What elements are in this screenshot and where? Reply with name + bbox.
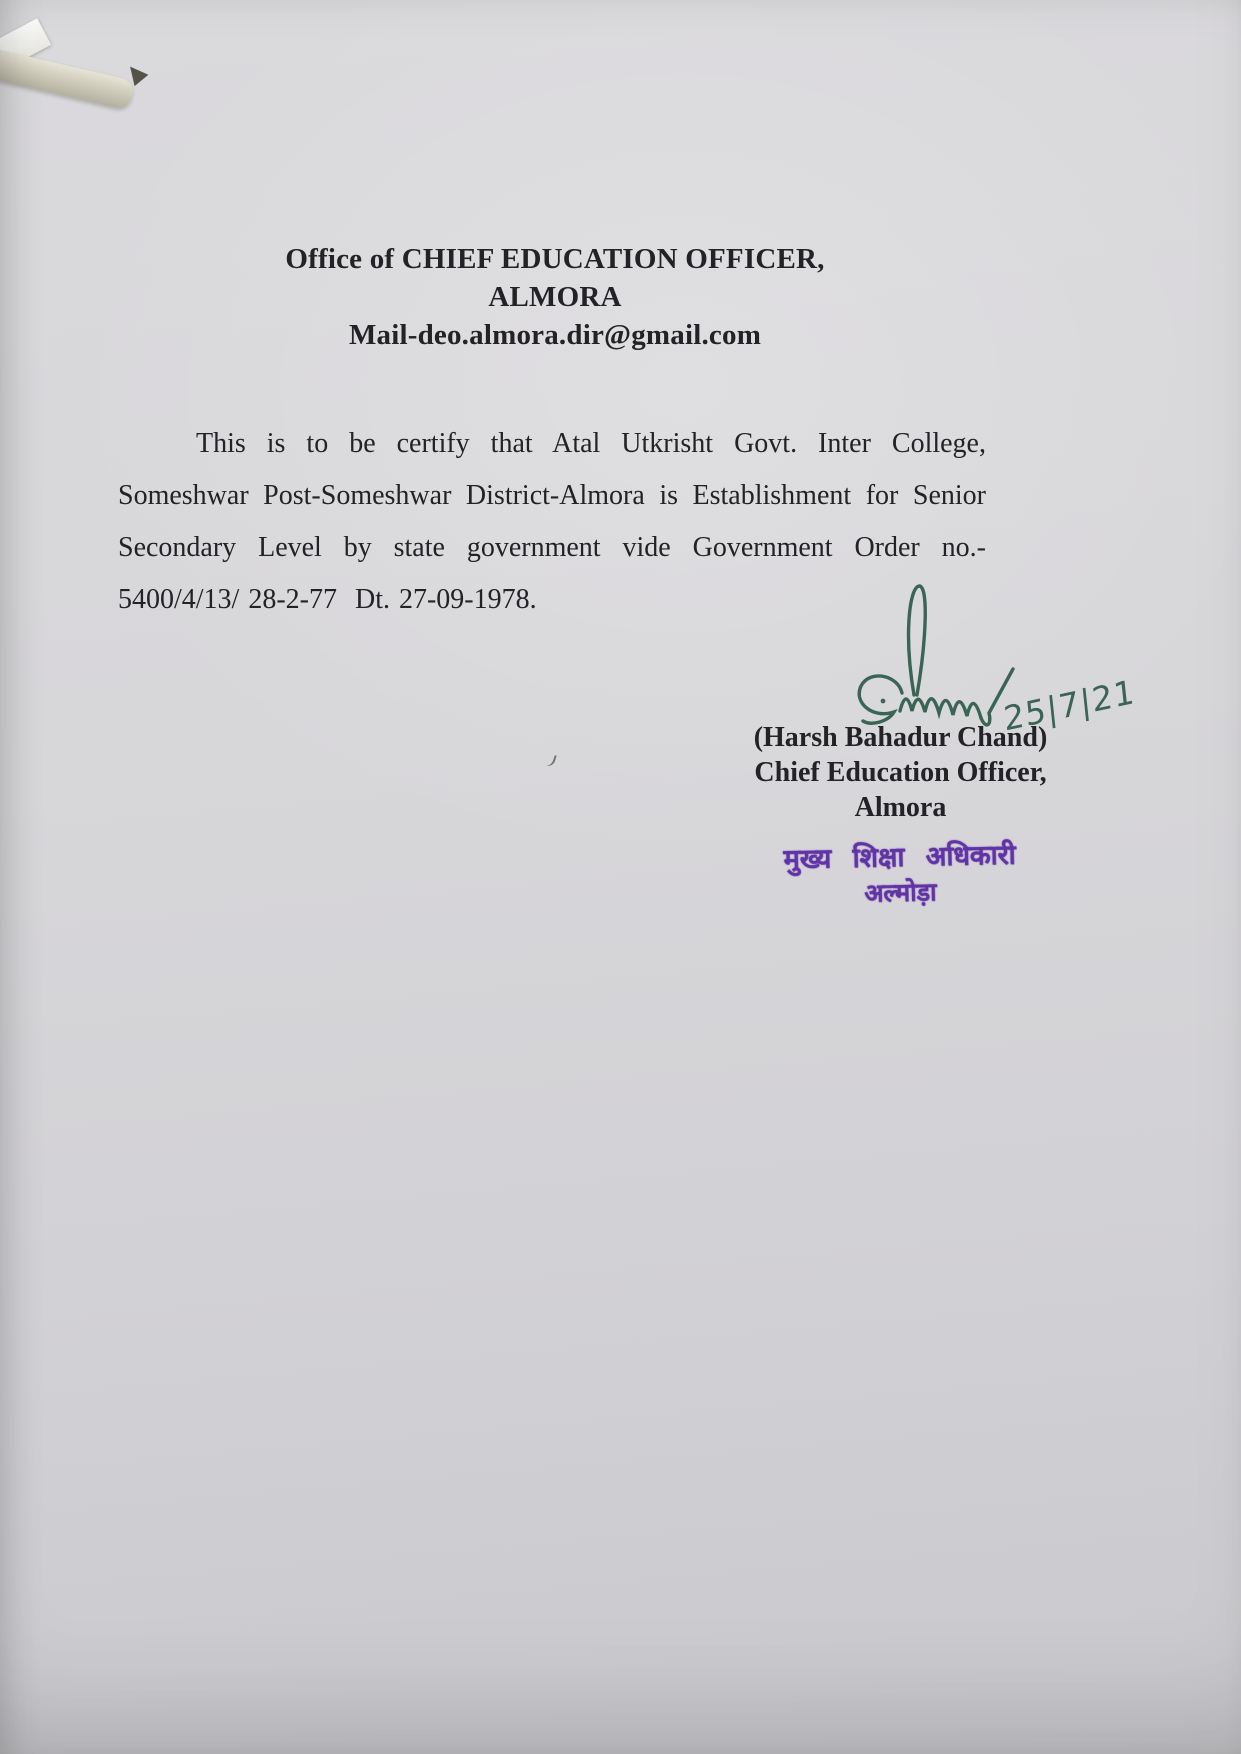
- paragraph-line: Someshwar Post-Someshwar District-Almora is Establishment for Senior: [118, 480, 986, 511]
- stamp-place: अल्मोड़ा: [863, 877, 937, 908]
- signature-scribble: [900, 699, 981, 718]
- office-email: Mail-deo.almora.dir@gmail.com: [348, 319, 762, 351]
- office-stamp: [769, 838, 1030, 913]
- signature-ascender-loop: [909, 586, 926, 695]
- signatory-block: [718, 720, 1083, 825]
- signatory-place: Almora: [854, 792, 947, 823]
- office-title: Office of CHIEF EDUCATION OFFICER,: [285, 243, 825, 275]
- paragraph-line: 5400/4/13/ 28-2-77 Dt. 27-09-1978.: [118, 584, 537, 615]
- signatory-title: Chief Education Officer,: [754, 757, 1047, 788]
- signature-circle-loop: [859, 676, 902, 723]
- signature-ink-dot: [881, 699, 886, 704]
- signature-date: 25|7|21: [1001, 671, 1137, 739]
- office-place: ALMORA: [488, 281, 622, 313]
- signatory-name: (Harsh Bahadur Chand): [753, 722, 1048, 753]
- stray-pen-mark: [544, 753, 557, 768]
- paragraph-line: This is to be certify that Atal Utkrisht Govt. Inter College,: [196, 428, 986, 459]
- letterhead: [120, 240, 990, 354]
- stamp-title: मुख्य शिक्षा अधिकारी: [783, 839, 1016, 876]
- paragraph-line: Secondary Level by state government vide Government Order no.-: [118, 532, 986, 563]
